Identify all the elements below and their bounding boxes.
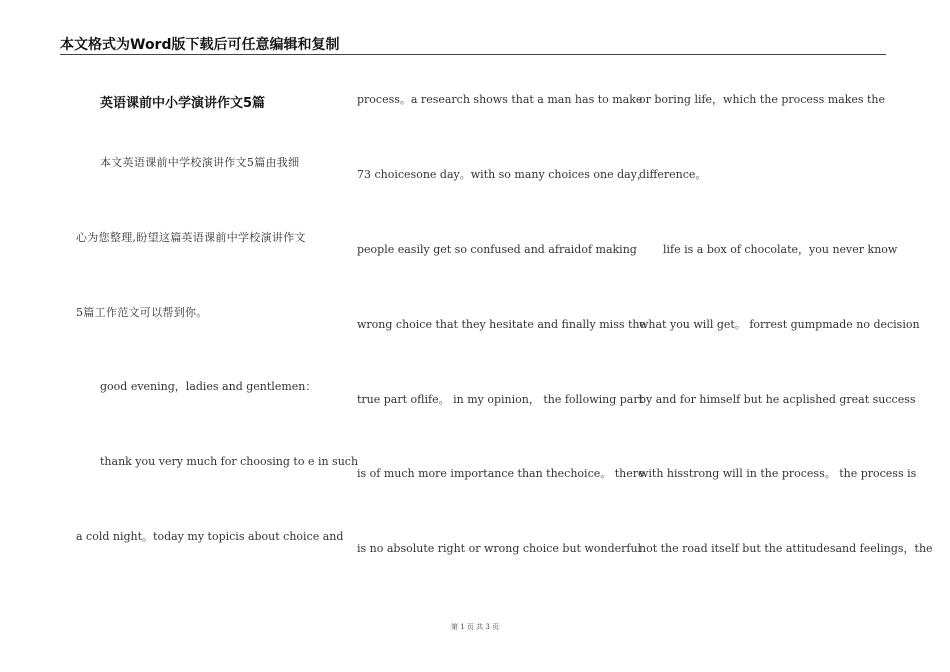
col1-line-4: good evening，ladies and gentlemen： xyxy=(100,380,317,393)
col3-line-3: life is a box of chocolate，you never know xyxy=(663,243,898,256)
col3-line-4: what you will get。 forrest gumpmade no decision xyxy=(639,318,920,331)
col1-line-5: thank you very much for choosing to e in such xyxy=(100,455,359,468)
page-number: 第 1 页 共 3 页 xyxy=(450,623,500,631)
col2-line-1: process。a research shows that a man has to make xyxy=(357,93,643,106)
col1-line-2: 心为您整理,盼望这篇英语课前中学校演讲作文 xyxy=(76,231,306,244)
col3-line-1: or boring life，which the process makes the xyxy=(639,93,886,106)
header-title: 本文格式为Word版下载后可任意编辑和复制 xyxy=(60,37,340,53)
col2-line-4: wrong choice that they hesitate and finally miss the xyxy=(357,318,646,331)
col2-line-6: is of much more importance than thechoice。 there xyxy=(357,467,645,480)
col1-line-6: a cold night。today my topicis about choice and xyxy=(76,530,344,543)
col2-line-3: people easily get so confused and afraidof making xyxy=(357,243,637,256)
page-header xyxy=(60,32,886,55)
col1-line-3: 5篇工作范文可以帮到你。 xyxy=(76,306,208,319)
col3-line-5: by and for himself but he acplished great success xyxy=(639,393,916,406)
col2-line-7: is no absolute right or wrong choice but wonderful xyxy=(357,542,642,555)
col1-line-1: 本文英语课前中学校演讲作文5篇由我细 xyxy=(100,156,300,169)
document-title: 英语课前中小学演讲作文5篇 xyxy=(100,96,266,111)
col3-line-7: not the road itself but the attitudesand feelings，the xyxy=(639,542,933,555)
col3-line-6: with hisstrong will in the process。 the process is xyxy=(639,467,917,480)
col2-line-5: true part oflife。 in my opinion， the following part xyxy=(357,393,644,406)
col2-line-2: 73 choicesone day。with so many choices one day， xyxy=(357,168,648,181)
col3-line-2: difference。 xyxy=(639,168,707,181)
